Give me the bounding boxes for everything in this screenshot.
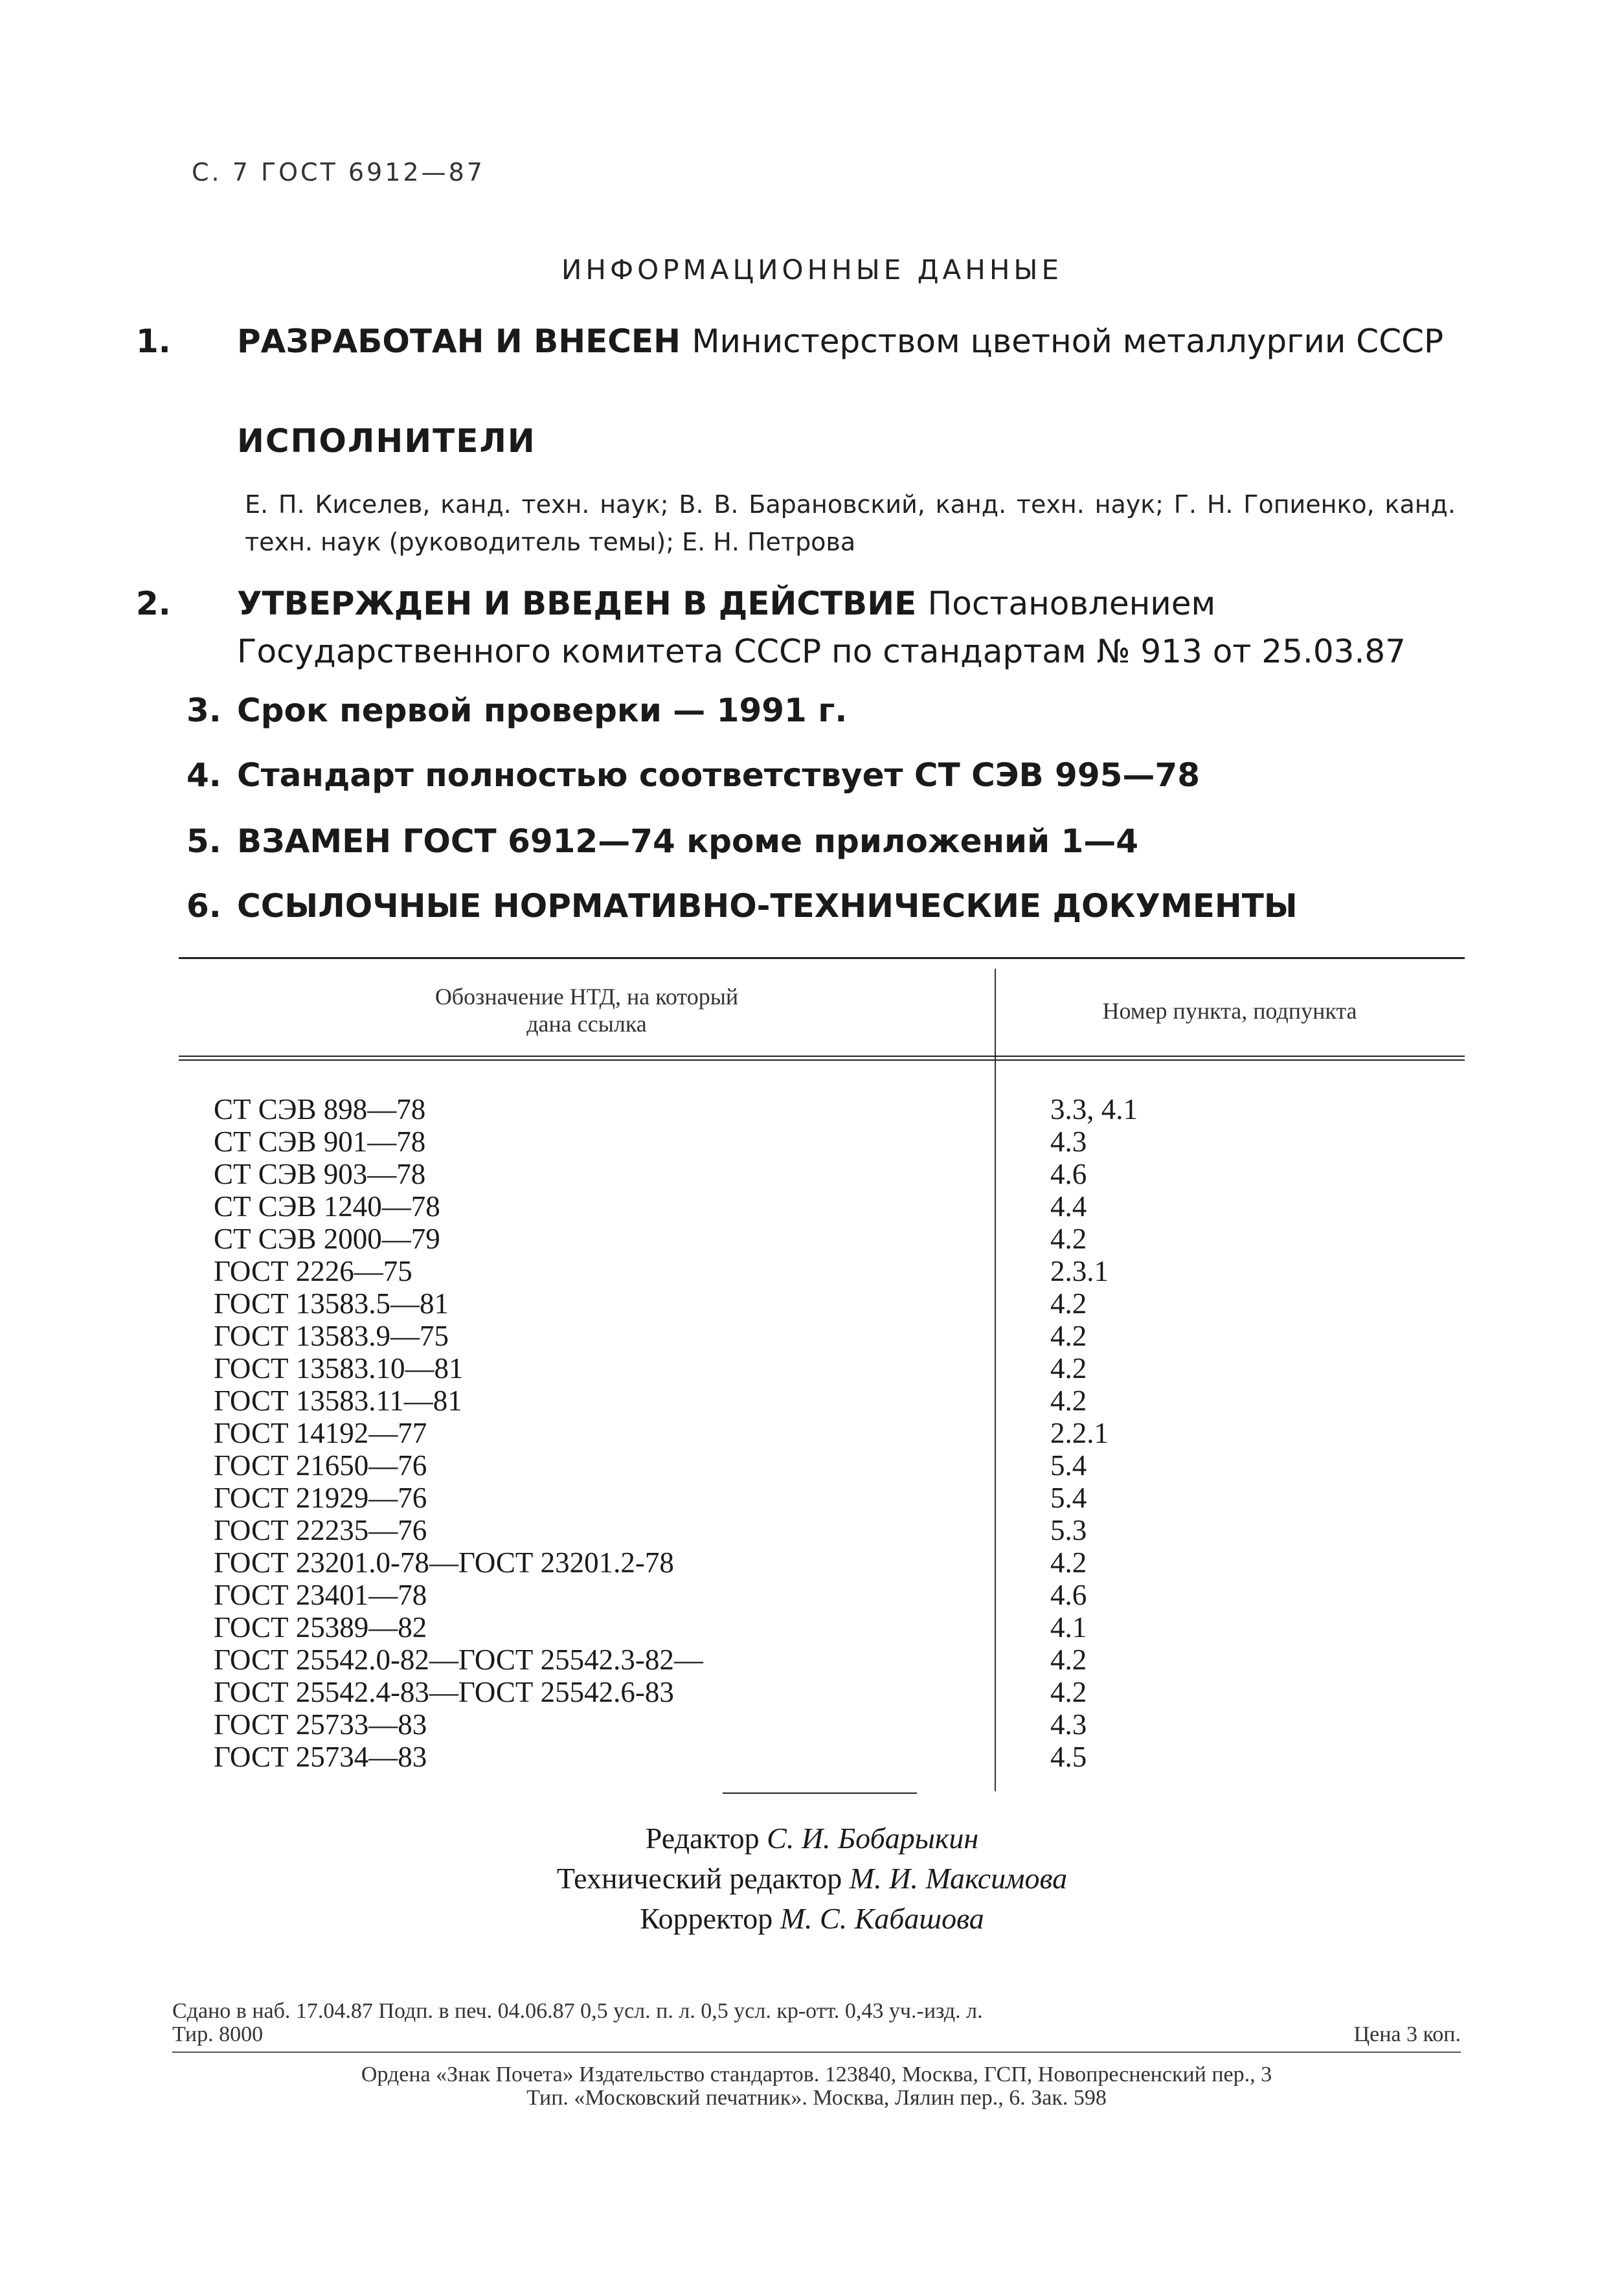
imprint-print-data: Сдано в наб. 17.04.87 Подп. в печ. 04.06.87 0,5 усл. п. л. 0,5 усл. кр-отт. 0,43 уч.-изд. л. bbox=[172, 1999, 983, 2023]
table-row-clause: 4.3 bbox=[1050, 1708, 1087, 1741]
table-row-clause: 4.2 bbox=[1050, 1644, 1087, 1676]
executors-title: ИСПОЛНИТЕЛИ bbox=[237, 422, 536, 460]
table-row-clause: 4.2 bbox=[1050, 1546, 1087, 1579]
document-column bbox=[214, 1093, 991, 1773]
table-row-document: ГОСТ 22235—76 bbox=[214, 1514, 427, 1546]
publisher-line: Ордена «Знак Почета» Издательство стандартов. 123840, Москва, ГСП, Новопресненский пер., 3 bbox=[361, 2063, 1272, 2086]
item-bold-text: УТВЕРЖДЕН И ВВЕДЕН В ДЕЙСТВИЕ bbox=[237, 585, 917, 622]
item-number: 1. bbox=[136, 322, 171, 360]
item-bold-text: Срок первой проверки — 1991 г. bbox=[237, 692, 848, 729]
page-header: С. 7 ГОСТ 6912—87 bbox=[192, 158, 485, 187]
credit-name: С. И. Бобарыкин bbox=[767, 1822, 979, 1855]
item-normal-text: Постановлением Государственного комитета СССР по стандартам № 913 от 25.03.87 bbox=[237, 585, 1406, 670]
item-number: 2. bbox=[136, 585, 171, 622]
table-row-clause: 4.6 bbox=[1050, 1579, 1087, 1611]
imprint-block bbox=[172, 2000, 1461, 2046]
item-bold-text: ВЗАМЕН ГОСТ 6912—74 кроме приложений 1—4 bbox=[237, 822, 1139, 860]
imprint-row bbox=[172, 2023, 1461, 2046]
item-number: 3. bbox=[186, 692, 221, 729]
item-1 bbox=[136, 317, 1519, 365]
clause-column bbox=[1050, 1093, 1452, 1773]
table-row-document: ГОСТ 25542.4-83—ГОСТ 25542.6-83 bbox=[214, 1676, 674, 1708]
table-row-document: СТ СЭВ 903—78 bbox=[214, 1158, 426, 1190]
table-header-rule bbox=[179, 1056, 1465, 1061]
item-number: 5. bbox=[186, 822, 221, 860]
table-row-document: ГОСТ 23401—78 bbox=[214, 1579, 427, 1611]
table-row-clause: 4.2 bbox=[1050, 1676, 1087, 1708]
item-3 bbox=[186, 686, 1469, 734]
table-row-document: СТ СЭВ 901—78 bbox=[214, 1125, 426, 1158]
table-top-rule bbox=[179, 957, 1465, 959]
credit-label: Корректор bbox=[640, 1902, 773, 1935]
printer-line: Тип. «Московский печатник». Москва, Лялин пер., 6. Зак. 598 bbox=[526, 2086, 1107, 2110]
table-row-document: СТ СЭВ 2000—79 bbox=[214, 1223, 440, 1255]
table-row-document: ГОСТ 25542.0-82—ГОСТ 25542.3-82— bbox=[214, 1644, 703, 1676]
table-row-document: СТ СЭВ 1240—78 bbox=[214, 1190, 440, 1223]
table-row-clause: 4.2 bbox=[1050, 1223, 1087, 1255]
table-row-document: ГОСТ 14192—77 bbox=[214, 1417, 427, 1449]
column-header-clause: Номер пункта, подпункта bbox=[1102, 998, 1357, 1024]
table-row-document: ГОСТ 25733—83 bbox=[214, 1708, 427, 1741]
column-header-document: Обозначение НТД, на который дана ссылка bbox=[434, 984, 739, 1037]
credit-corrector bbox=[0, 1899, 1624, 1939]
table-row-document: ГОСТ 25389—82 bbox=[214, 1611, 427, 1644]
item-bold-text: ССЫЛОЧНЫЕ НОРМАТИВНО-ТЕХНИЧЕСКИЕ ДОКУМЕНТЫ bbox=[237, 887, 1298, 925]
imprint-circulation: Тир. 8000 bbox=[172, 2022, 264, 2046]
table-row-document: ГОСТ 13583.10—81 bbox=[214, 1352, 464, 1385]
item-5 bbox=[186, 817, 1469, 865]
credit-name: М. И. Максимова bbox=[849, 1862, 1068, 1895]
table-row-clause: 4.2 bbox=[1050, 1352, 1087, 1385]
item-bold-text: Стандарт полностью соответствует СТ СЭВ 995—78 bbox=[237, 756, 1200, 794]
table-row-clause: 4.6 bbox=[1050, 1158, 1087, 1190]
table-row-clause: 4.2 bbox=[1050, 1287, 1087, 1320]
table-row-clause: 5.4 bbox=[1050, 1449, 1087, 1482]
item-normal-text: Министерством цветной металлургии СССР bbox=[692, 322, 1444, 360]
table-row-document: ГОСТ 2226—75 bbox=[214, 1255, 412, 1287]
table-row-document: ГОСТ 13583.11—81 bbox=[214, 1385, 462, 1417]
credit-label: Редактор bbox=[645, 1822, 760, 1855]
imprint-price: Цена 3 коп. bbox=[1353, 2022, 1461, 2046]
credits-block bbox=[0, 1818, 1624, 1939]
table-row-clause: 4.5 bbox=[1050, 1741, 1087, 1773]
info-title: ИНФОРМАЦИОННЫЕ ДАННЫЕ bbox=[561, 254, 1063, 286]
credit-name: М. С. Кабашова bbox=[780, 1902, 984, 1935]
item-2 bbox=[136, 580, 1519, 675]
item-bold-text: РАЗРАБОТАН И ВНЕСЕН bbox=[237, 322, 681, 360]
table-row-clause: 4.2 bbox=[1050, 1385, 1087, 1417]
item-number: 6. bbox=[186, 887, 221, 925]
imprint-rule bbox=[172, 2052, 1461, 2053]
table-row-clause: 2.2.1 bbox=[1050, 1417, 1109, 1449]
item-6 bbox=[186, 882, 1469, 930]
table-row-clause: 5.3 bbox=[1050, 1514, 1087, 1546]
table-row-clause: 2.3.1 bbox=[1050, 1255, 1109, 1287]
table-row-clause: 4.1 bbox=[1050, 1611, 1087, 1644]
credit-tech-editor bbox=[0, 1859, 1624, 1899]
table-row-document: СТ СЭВ 898—78 bbox=[214, 1093, 426, 1125]
table-row-clause: 3.3, 4.1 bbox=[1050, 1093, 1138, 1125]
item-4 bbox=[186, 751, 1469, 799]
credit-label: Технический редактор bbox=[556, 1862, 842, 1895]
reference-table bbox=[179, 957, 1465, 1799]
item-number: 4. bbox=[186, 756, 221, 794]
table-row-document: ГОСТ 23201.0-78—ГОСТ 23201.2-78 bbox=[214, 1546, 674, 1579]
table-row-clause: 5.4 bbox=[1050, 1482, 1087, 1514]
table-row-document: ГОСТ 21650—76 bbox=[214, 1449, 427, 1482]
executors-list: Е. П. Киселев, канд. техн. наук; В. В. Барановский, канд. техн. наук; Г. Н. Гопиенко, канд. техн. наук (руководитель темы); Е. Н. Петрова bbox=[245, 490, 1456, 556]
publisher-block bbox=[172, 2063, 1461, 2110]
table-column-divider bbox=[995, 969, 996, 1791]
table-row-clause: 4.4 bbox=[1050, 1190, 1087, 1223]
table-row-clause: 4.3 bbox=[1050, 1125, 1087, 1158]
credit-editor bbox=[0, 1818, 1624, 1859]
table-row-document: ГОСТ 25734—83 bbox=[214, 1741, 427, 1773]
table-row-clause: 4.2 bbox=[1050, 1320, 1087, 1352]
table-row-document: ГОСТ 13583.9—75 bbox=[214, 1320, 449, 1352]
table-row-document: ГОСТ 21929—76 bbox=[214, 1482, 427, 1514]
table-row-document: ГОСТ 13583.5—81 bbox=[214, 1287, 449, 1320]
table-end-rule bbox=[723, 1792, 917, 1794]
